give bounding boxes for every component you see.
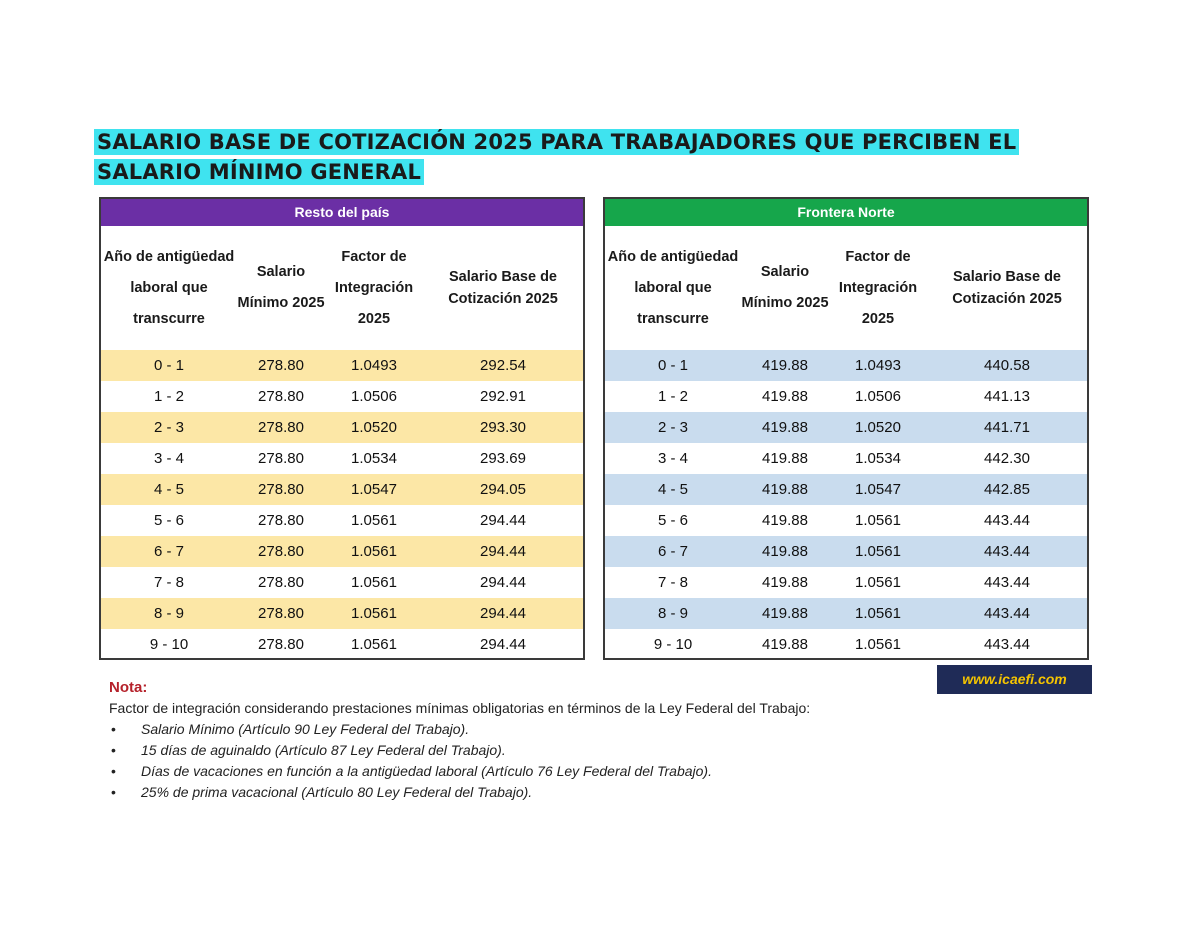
column-header-salario-minimo: Salario Mínimo 2025 xyxy=(741,264,829,311)
column-header-salario-minimo: Salario Mínimo 2025 xyxy=(237,264,325,311)
table-body xyxy=(101,350,583,660)
list-item: • 15 días de aguinaldo (Artículo 87 Ley Federal del Trabajo). xyxy=(109,740,712,761)
table-row: 1 - 2 278.80 1.0506 292.91 xyxy=(153,388,526,405)
column-header-antiguedad: Año de antigüedad laboral que transcurre xyxy=(103,248,235,327)
column-header-salario-base: Salario Base de Cotización 2025 xyxy=(952,269,1062,307)
table-row: 2 - 3 419.88 1.0520 441.71 xyxy=(605,412,1087,443)
column-header-factor: Factor de Integración 2025 xyxy=(838,248,918,327)
table-row: 5 - 6 278.80 1.0561 294.44 xyxy=(153,512,526,529)
table-row: 3 - 4 419.88 1.0534 442.30 xyxy=(657,450,1030,467)
column-headers xyxy=(101,226,583,350)
table-row: 4 - 5 278.80 1.0547 294.05 xyxy=(101,474,583,505)
list-item: • Días de vacaciones en función a la antigüedad laboral (Artículo 76 Ley Federal del Trabajo). xyxy=(109,761,712,782)
nota-label: Nota: xyxy=(109,679,148,696)
list-item: • 25% de prima vacacional (Artículo 80 Ley Federal del Trabajo). xyxy=(109,782,712,803)
table-row: 9 - 10 419.88 1.0561 443.44 xyxy=(653,636,1030,653)
table-row: 0 - 1 278.80 1.0493 292.54 xyxy=(101,350,583,381)
table-frontera-norte xyxy=(603,197,1089,660)
page-title: SALARIO BASE DE COTIZACIÓN 2025 PARA TRABAJADORES QUE PERCIBEN EL SALARIO MÍNIMO GENERAL xyxy=(94,127,1104,187)
table-row: 7 - 8 419.88 1.0561 443.44 xyxy=(657,574,1030,591)
table-row: 7 - 8 278.80 1.0561 294.44 xyxy=(153,574,526,591)
table-row: 6 - 7 278.80 1.0561 294.44 xyxy=(101,536,583,567)
nota-text: Factor de integración considerando prestaciones mínimas obligatorias en términos de la Ley Federal del Trabajo: xyxy=(109,700,811,716)
column-header-salario-base: Salario Base de Cotización 2025 xyxy=(448,269,558,307)
website-link[interactable]: www.icaefi.com xyxy=(937,665,1092,694)
column-header-antiguedad: Año de antigüedad laboral que transcurre xyxy=(607,248,739,327)
nota-list xyxy=(109,719,712,803)
table-row: 8 - 9 419.88 1.0561 443.44 xyxy=(605,598,1087,629)
table-row: 3 - 4 278.80 1.0534 293.69 xyxy=(153,450,526,467)
table-heading: Resto del país xyxy=(101,199,583,226)
table-heading: Frontera Norte xyxy=(605,199,1087,226)
table-row: 6 - 7 419.88 1.0561 443.44 xyxy=(605,536,1087,567)
column-header-factor: Factor de Integración 2025 xyxy=(334,248,414,327)
table-body xyxy=(605,350,1087,660)
table-row: 1 - 2 419.88 1.0506 441.13 xyxy=(657,388,1030,405)
table-row: 4 - 5 419.88 1.0547 442.85 xyxy=(605,474,1087,505)
table-row: 8 - 9 278.80 1.0561 294.44 xyxy=(101,598,583,629)
table-row: 2 - 3 278.80 1.0520 293.30 xyxy=(101,412,583,443)
table-resto-del-pais xyxy=(99,197,585,660)
list-item: • Salario Mínimo (Artículo 90 Ley Federal del Trabajo). xyxy=(109,719,712,740)
table-row: 0 - 1 419.88 1.0493 440.58 xyxy=(605,350,1087,381)
table-row: 5 - 6 419.88 1.0561 443.44 xyxy=(657,512,1030,529)
column-headers xyxy=(605,226,1087,350)
table-row: 9 - 10 278.80 1.0561 294.44 xyxy=(149,636,526,653)
